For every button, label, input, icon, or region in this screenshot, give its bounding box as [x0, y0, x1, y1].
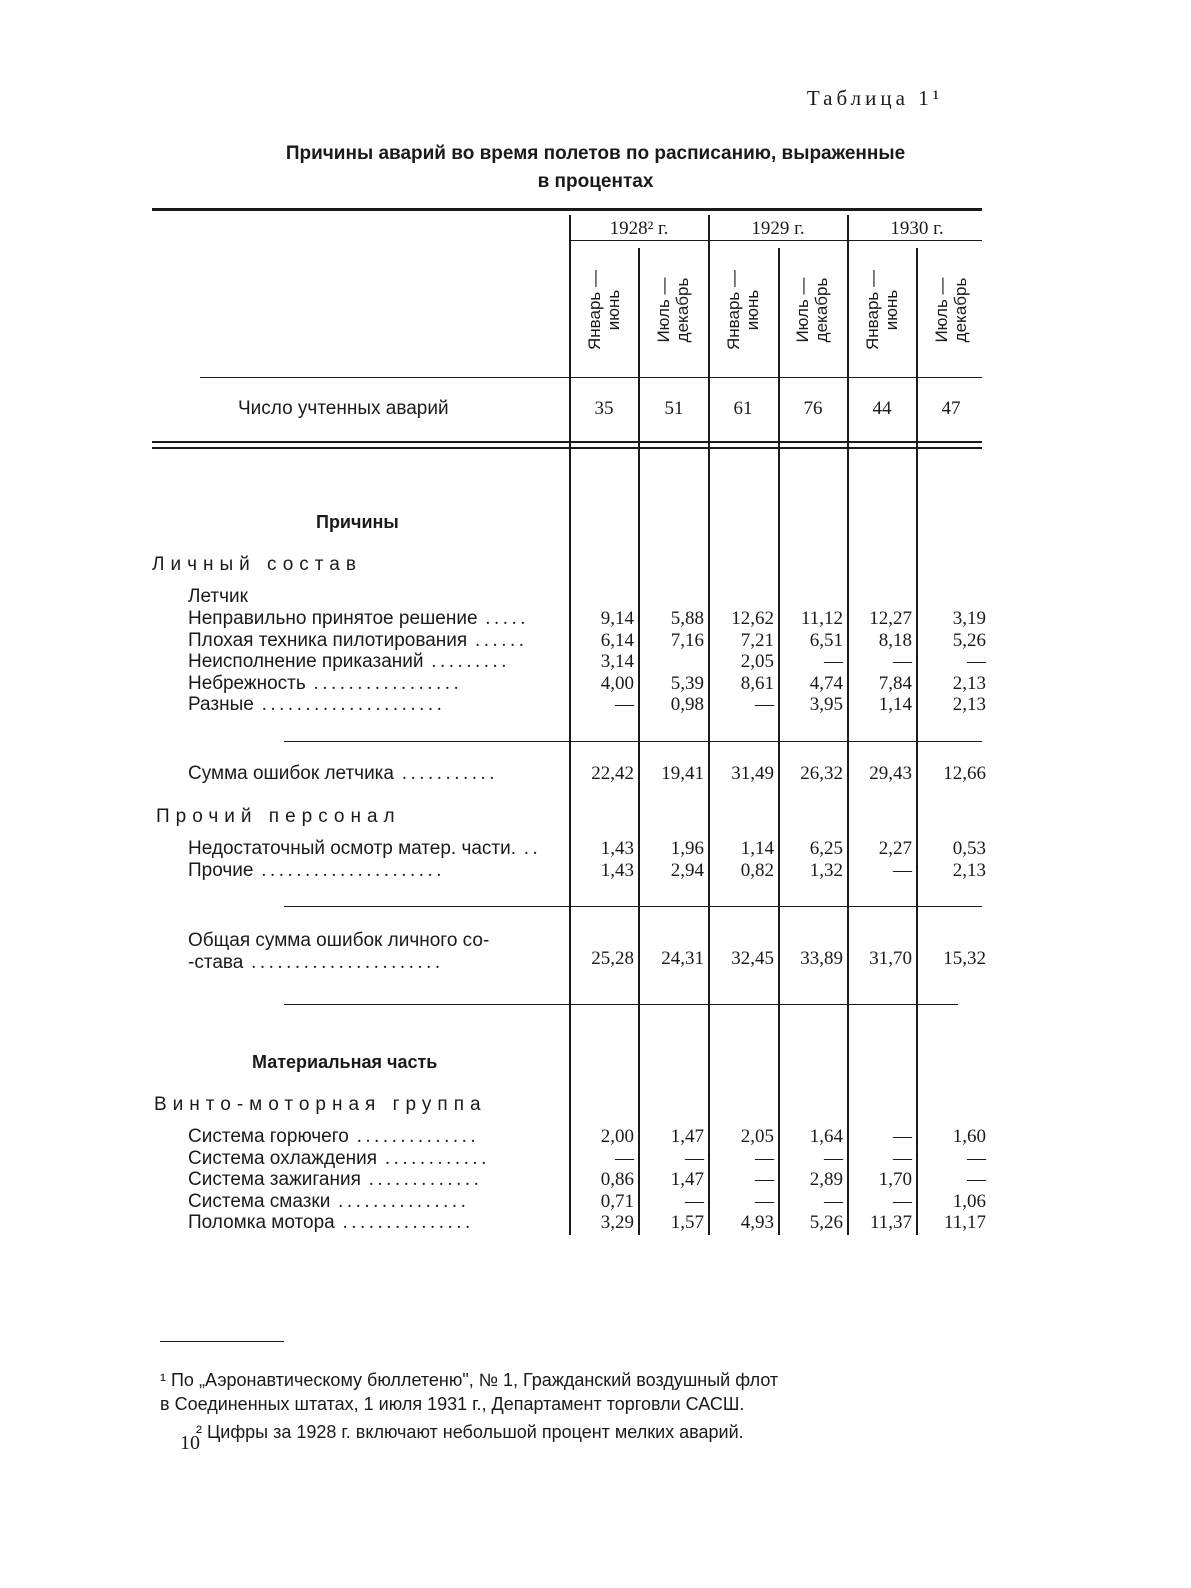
total-value-cell: 24,31 — [661, 948, 704, 969]
pilot-value-cell: 12,27 — [869, 608, 912, 629]
pilot-value-cell: 7,21 — [740, 629, 774, 651]
pilot-label: Летчик — [188, 586, 248, 607]
pilot-value-cell: 9,14 — [600, 608, 634, 629]
engine-value-cell: — — [685, 1147, 704, 1169]
pilot-value-cell: 4,74 — [809, 672, 843, 694]
year-1930: 1930 г. — [890, 218, 944, 239]
total-value-cell: 25,28 — [591, 948, 634, 969]
year-1928: 1928² г. — [609, 218, 669, 239]
engine-value-cell: — — [893, 1190, 912, 1212]
count-label: Число учтенных аварий — [238, 398, 449, 419]
footnote-2: ² Цифры за 1928 г. включают небольшой процент мелких аварий. — [196, 1422, 744, 1442]
total-value-cell: 33,89 — [800, 948, 843, 969]
engine-value-cell: 4,93 — [740, 1212, 774, 1233]
engine-row-label: Система смазки — [188, 1190, 331, 1212]
engine-value-cell: — — [755, 1169, 774, 1190]
col-rule-2 — [708, 215, 710, 1235]
other-value-cell: 6,25 — [809, 838, 843, 859]
subhead-1929-h2: Июль — декабрь — [793, 277, 831, 343]
other-value-cell: 0,53 — [952, 838, 986, 859]
pilot-value-cell: — — [824, 651, 843, 672]
pilot-value-cell: 11,12 — [800, 608, 843, 629]
engine-value-cell: 11,37 — [869, 1212, 912, 1233]
title-line-1: Причины аварий во время полетов по расписанию, выраженные — [285, 143, 906, 164]
other-value-cell: 0,82 — [740, 860, 774, 881]
pilot-row-label: Небрежность — [188, 672, 306, 694]
pilot-value-cell: — — [755, 694, 774, 715]
pilot-value-cell: — — [967, 651, 986, 672]
engine-value-cell: — — [893, 1126, 912, 1147]
engine-value-cell: 2,05 — [740, 1126, 774, 1147]
engine-value-cell: — — [615, 1147, 634, 1169]
count-cell: 44 — [872, 398, 892, 419]
year-1929: 1929 г. — [751, 218, 805, 239]
pilot-value-cell: 6,14 — [600, 629, 634, 651]
pilot-value-cell: — — [615, 694, 634, 715]
subhead-1930-h2: Июль — декабрь — [932, 277, 970, 343]
leader-dots: ...................... — [251, 952, 444, 973]
subhead-1930-h1: Январь — июнь — [863, 270, 901, 350]
pilot-value-cell: 2,13 — [952, 694, 986, 715]
total-label-line1: Общая сумма ошибок личного со- — [188, 930, 490, 951]
engine-value-cell: 3,29 — [600, 1212, 634, 1233]
personnel-group: Личный состав — [152, 554, 362, 575]
engine-value-cell: 1,47 — [670, 1126, 704, 1147]
title-line-2: в процентах — [537, 171, 654, 192]
other-row-label: Недостаточный осмотр матер. части. — [188, 838, 517, 859]
pilot-sum-value-cell: 19,41 — [661, 763, 704, 784]
engine-value-cell: — — [755, 1190, 774, 1212]
engine-value-cell: 11,17 — [943, 1212, 986, 1233]
engine-row-label: Система зажигания — [188, 1169, 361, 1190]
engine-value-cell: — — [824, 1190, 843, 1212]
engine-value-cell: 1,60 — [952, 1126, 986, 1147]
other-value-cell: 1,43 — [600, 860, 634, 881]
pilot-value-cell: 0,98 — [670, 694, 704, 715]
pilot-value-cell: 7,16 — [670, 629, 704, 651]
pilot-sum-value-cell: 26,32 — [800, 763, 843, 784]
other-value-cell: — — [893, 860, 912, 881]
other-value-cell: 1,32 — [809, 860, 843, 881]
subhead-rule — [200, 377, 982, 378]
pilot-value-cell: 3,95 — [809, 694, 843, 715]
top-rule — [152, 208, 982, 211]
engine-row-label: Поломка мотора — [188, 1212, 335, 1233]
other-value-cell: 1,43 — [600, 838, 634, 859]
pilot-row-label: Неправильно принятое решение — [188, 608, 478, 629]
count-cell: 35 — [594, 398, 614, 419]
footnote-rule — [160, 1341, 284, 1342]
other-value-cell: 1,14 — [740, 838, 774, 859]
pilot-value-cell: 3,19 — [952, 608, 986, 629]
engine-value-cell: 1,70 — [878, 1169, 912, 1190]
page-number: 10 — [180, 1432, 200, 1454]
leader-dots: ........... — [401, 763, 499, 784]
material-rule — [284, 1004, 958, 1005]
engine-value-cell: — — [755, 1147, 774, 1169]
material-heading: Материальная часть — [252, 1052, 438, 1072]
count-cell: 51 — [664, 398, 684, 419]
pilot-value-cell: 3,14 — [600, 651, 634, 672]
year-rule — [570, 240, 982, 241]
pilot-value-cell: 4,00 — [600, 672, 634, 694]
pilot-value-cell: — — [893, 651, 912, 672]
count-cell: 61 — [733, 398, 753, 419]
pilot-row-label: Неисполнение приказаний — [188, 651, 424, 672]
pilot-value-cell: 5,39 — [670, 672, 704, 694]
other-value-cell: 2,13 — [952, 860, 986, 881]
total-value-cell: 31,70 — [869, 948, 912, 969]
pilot-row-label: Разные — [188, 694, 254, 715]
engine-value-cell: — — [893, 1147, 912, 1169]
pilot-sum-label: Сумма ошибок летчика — [188, 763, 394, 784]
engine-group: Винто-моторная группа — [154, 1094, 487, 1115]
engine-value-cell: — — [967, 1147, 986, 1169]
pilot-value-cell: 7,84 — [878, 672, 912, 694]
causes-heading: Причины — [316, 512, 399, 532]
engine-row-label: Система горючего — [188, 1126, 349, 1147]
engine-value-cell: 1,57 — [670, 1212, 704, 1233]
count-cell: 47 — [941, 398, 961, 419]
pilot-sum-value-cell: 22,42 — [591, 763, 634, 784]
engine-value-cell: 1,06 — [952, 1190, 986, 1212]
total-value-cell: 15,32 — [943, 948, 986, 969]
engine-value-cell: 0,86 — [600, 1169, 634, 1190]
engine-value-cell: 2,89 — [809, 1169, 843, 1190]
count-rule-1 — [152, 441, 982, 443]
pilot-sum-value-cell: 29,43 — [869, 763, 912, 784]
pilot-sum-value-cell: 12,66 — [943, 763, 986, 784]
pilot-sum-value-cell: 31,49 — [731, 763, 774, 784]
pilot-value-cell: 6,51 — [809, 629, 843, 651]
other-row-label: Прочие — [188, 860, 254, 881]
engine-value-cell: — — [685, 1190, 704, 1212]
count-cell: 76 — [803, 398, 823, 419]
total-label-line2: -става — [188, 952, 244, 973]
engine-row-label: Система охлаждения — [188, 1147, 378, 1169]
pilot-row-label: Плохая техника пилотирования — [188, 629, 468, 651]
subhead-1928-h2: Июль — декабрь — [654, 277, 692, 343]
count-rule-2 — [152, 447, 982, 449]
total-value-cell: 32,45 — [731, 948, 774, 969]
other-value-cell: 2,27 — [878, 838, 912, 859]
engine-value-cell: 0,71 — [600, 1190, 634, 1212]
engine-value-cell: — — [967, 1169, 986, 1190]
subhead-1929-h1: Январь — июнь — [724, 270, 762, 350]
total-rule — [284, 906, 982, 907]
pilot-value-cell: 8,18 — [878, 629, 912, 651]
engine-value-cell: 1,64 — [809, 1126, 843, 1147]
other-value-cell: 1,96 — [670, 838, 704, 859]
pilot-sum-rule — [284, 741, 982, 742]
table-label: Таблица 1¹ — [806, 86, 943, 110]
engine-value-cell: 1,47 — [670, 1169, 704, 1190]
engine-value-cell: — — [824, 1147, 843, 1169]
table-title — [0, 140, 1191, 196]
col-rule-0 — [569, 215, 571, 1235]
engine-value-cell: 2,00 — [600, 1126, 634, 1147]
engine-value-cell: 5,26 — [809, 1212, 843, 1233]
other-value-cell: 2,94 — [670, 860, 704, 881]
pilot-value-cell: 5,26 — [952, 629, 986, 651]
pilot-value-cell: 5,88 — [670, 608, 704, 629]
col-rule-4 — [847, 215, 849, 1235]
footnote-1: ¹ По „Аэронавтическому бюллетеню", № 1, Гражданский воздушный флот в Соединенных штатах, 1 июля 1931 г., Департамент торговли САСШ. — [160, 1370, 779, 1414]
subhead-1928-h1: Январь — июнь — [585, 270, 623, 350]
pilot-value-cell: 1,14 — [878, 694, 912, 715]
pilot-value-cell: 12,62 — [731, 608, 774, 629]
pilot-value-cell: 2,13 — [952, 672, 986, 694]
pilot-value-cell: 2,05 — [740, 651, 774, 672]
other-personnel-group: Прочий персонал — [156, 806, 401, 827]
pilot-value-cell: 8,61 — [740, 672, 774, 694]
